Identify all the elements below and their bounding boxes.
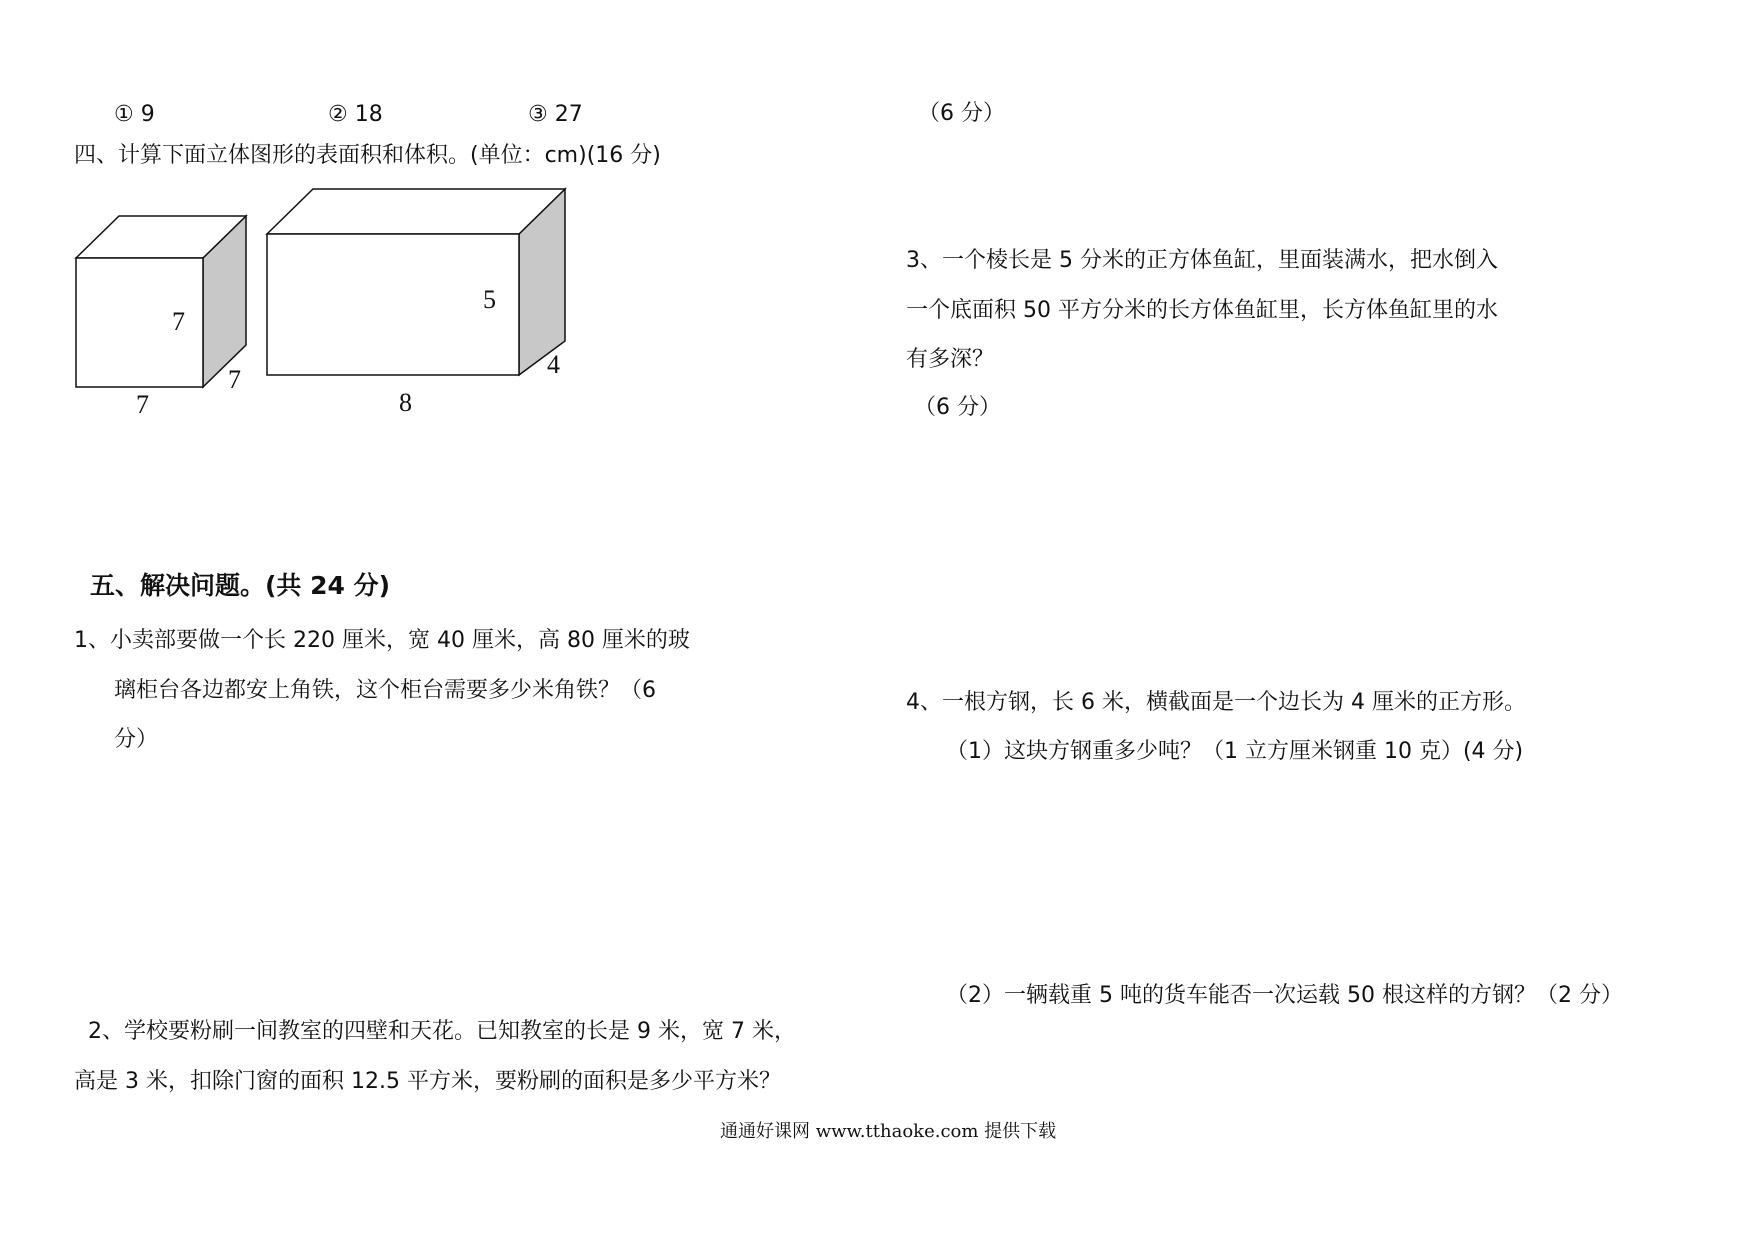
option-1: ① 9	[114, 102, 155, 127]
cuboid-depth-label: 4	[547, 350, 560, 379]
cube-height-label: 7	[172, 307, 185, 336]
cuboid-length-label: 8	[399, 388, 412, 417]
solid-figures	[0, 0, 620, 430]
cube-length-label: 7	[136, 390, 149, 419]
q3-line3: 有多深？	[906, 347, 995, 372]
option-2: ② 18	[328, 102, 383, 127]
q3-line2: 一个底面积 50 平方分米的长方体鱼缸里，长方体鱼缸里的水	[906, 298, 1498, 323]
q1-line3: 分）	[114, 727, 159, 752]
section4-title: 四、计算下面立体图形的表面积和体积。(单位：cm)(16 分)	[74, 143, 661, 168]
q2-line1: 2、学校要粉刷一间教室的四壁和天花。已知教室的长是 9 米，宽 7 米，	[88, 1019, 796, 1044]
q1-line2: 璃柜台各边都安上角铁，这个柜台需要多少米角铁？（6	[114, 678, 656, 703]
q4-stem: 4、一根方钢，长 6 米，横截面是一个边长为 4 厘米的正方形。	[906, 690, 1526, 715]
q3-line1: 3、一个棱长是 5 分米的正方体鱼缸，里面装满水，把水倒入	[906, 248, 1498, 273]
top-points: （6 分）	[918, 101, 1005, 126]
section5-title: 五、解决问题。(共 24 分)	[90, 571, 391, 600]
cube-depth-label: 7	[228, 365, 241, 394]
cube-figure	[76, 216, 246, 419]
q2-line2: 高是 3 米，扣除门窗的面积 12.5 平方米，要粉刷的面积是多少平方米？	[74, 1069, 781, 1094]
cuboid-figure	[267, 189, 565, 417]
q1-line1: 1、小卖部要做一个长 220 厘米，宽 40 厘米，高 80 厘米的玻	[74, 628, 690, 653]
cuboid-height-label: 5	[483, 285, 496, 314]
q3-points: （6 分）	[914, 395, 1001, 420]
q4-part2: （2）一辆载重 5 吨的货车能否一次运载 50 根这样的方钢？（2 分）	[946, 983, 1623, 1008]
q4-part1: （1）这块方钢重多少吨？（1 立方厘米钢重 10 克）(4 分)	[946, 739, 1524, 764]
option-3: ③ 27	[528, 102, 583, 127]
footer-text: 通通好课网 www.tthaoke.com 提供下载	[720, 1121, 1057, 1142]
